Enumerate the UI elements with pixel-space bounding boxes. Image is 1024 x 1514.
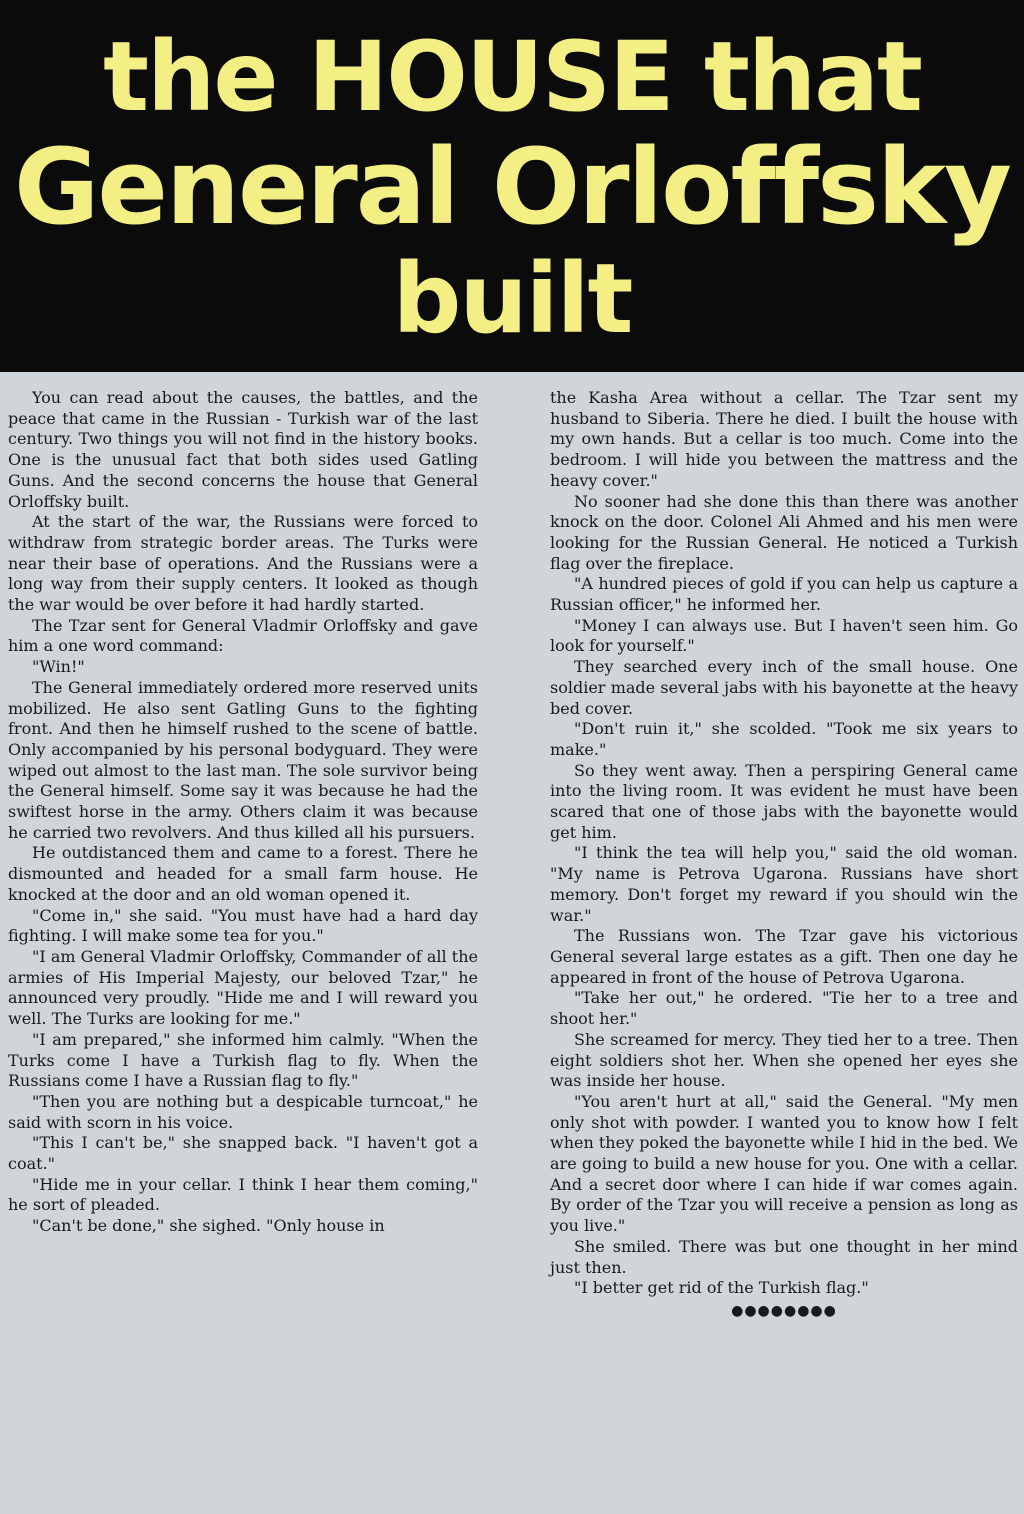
paragraph: She smiled. There was but one thought in her mind just then.: [550, 1236, 1018, 1277]
title-line-1: the HOUSE that: [103, 21, 921, 133]
paragraph: "Come in," she said. "You must have had a hard day fighting. I will make some tea for you.": [8, 905, 478, 946]
left-column: [8, 388, 478, 1500]
paragraph: They searched every inch of the small house. One soldier made several jabs with his bayonette at the heavy bed cover.: [550, 657, 1018, 718]
paragraph: At the start of the war, the Russians were forced to withdraw from strategic border areas. The Turks were near their base of operations. And the Russians were a long way from their supply centers. It looked as though the war would be over before it had hardly started.: [8, 512, 478, 615]
paragraph: "Hide me in your cellar. I think I hear them coming," he sort of pleaded.: [8, 1174, 478, 1215]
article-body: [8, 388, 1020, 1500]
paragraph: "A hundred pieces of gold if you can help us capture a Russian officer," he informed her.: [550, 574, 1018, 615]
title-line-2: General Orloffsky: [14, 126, 1010, 248]
end-ornament: ●●●●●●●●: [731, 1302, 837, 1319]
paragraph: "Can't be done," she sighed. "Only house in: [32, 1216, 385, 1236]
paragraph: "I am General Vladmir Orloffsky, Commander of all the armies of His Imperial Majesty, our beloved Tzar," he announced very proudly. "Hide me and I will reward you well. The Turks are looking for me.": [8, 946, 478, 1029]
right-column: [550, 388, 1018, 1500]
paragraph: The Tzar sent for General Vladmir Orloffsky and gave him a one word command:: [8, 615, 478, 656]
paragraph: He outdistanced them and came to a forest. There he dismounted and headed for a small farm house. He knocked at the door and an old woman opened it.: [8, 843, 478, 904]
paragraph: She screamed for mercy. They tied her to a tree. Then eight soldiers shot her. When she opened her eyes she was inside her house.: [550, 1029, 1018, 1091]
paragraph: So they went away. Then a perspiring General came into the living room. It was evident he must have been scared that one of those jabs with the bayonette would get him.: [550, 760, 1018, 842]
title-line-3: built: [392, 243, 632, 355]
paragraph: "I am prepared," she informed him calmly. "When the Turks come I have a Turkish flag to fly. When the Russians come I have a Russian flag to fly.": [8, 1029, 478, 1091]
paragraph: "I think the tea will help you," said the old woman. "My name is Petrova Ugarona. Russians have short memory. Don't forget my reward if you should win the war.": [550, 843, 1018, 925]
paragraph: You can read about the causes, the battles, and the peace that came in the Russian - Turkish war of the last century. Two things you will not find in the history books. One is the unusual fact that both sides used Gatling Guns. And the second concerns the house that General Orloffsky built.: [8, 388, 478, 511]
paragraph: No sooner had she done this than there was another knock on the door. Colonel Ali Ahmed and his men were looking for the Russian General. He noticed a Turkish flag over the fireplace.: [550, 491, 1018, 573]
paragraph: The Russians won. The Tzar gave his victorious General several large estates as a gift. Then one day he appeared in front of the house of Petrova Ugarona.: [550, 926, 1018, 987]
paragraph: "You aren't hurt at all," said the General. "My men only shot with powder. I wanted you to know how I felt when they poked the bayonette while I hid in the bed. We are going to build a new house for you. One with a cellar. And a secret door where I can hide if war comes again. By order of the Tzar you will receive a pension as long as you live.": [550, 1091, 1018, 1236]
paragraph: "Then you are nothing but a despicable turncoat," he said with scorn in his voice.: [8, 1091, 478, 1132]
paragraph: the Kasha Area without a cellar. The Tzar sent my husband to Siberia. There he died. I built the house with my own hands. But a cellar is too much. Come into the bedroom. I will hide you between the mattress and the heavy cover.": [550, 388, 1018, 490]
paragraph: "Take her out," he ordered. "Tie her to a tree and shoot her.": [550, 988, 1018, 1029]
paragraph: "Win!": [32, 657, 85, 677]
paragraph: "I better get rid of the Turkish flag.": [574, 1278, 869, 1298]
paragraph: "Money I can always use. But I haven't seen him. Go look for yourself.": [550, 615, 1018, 656]
paragraph: The General immediately ordered more reserved units mobilized. He also sent Gatling Guns to the fighting front. And then he himself rushed to the scene of battle. Only accompanied by his personal bodyguard. They were wiped out almost to the last man. The sole survivor being the General himself. Some say it was because he had the swiftest horse in the army. Others claim it was because he carried two revolvers. And thus killed all his pursuers.: [8, 677, 478, 842]
title-banner: [0, 0, 1024, 372]
paragraph: "This I can't be," she snapped back. "I haven't got a coat.": [8, 1133, 478, 1174]
paragraph: "Don't ruin it," she scolded. "Took me six years to make.": [550, 719, 1018, 759]
